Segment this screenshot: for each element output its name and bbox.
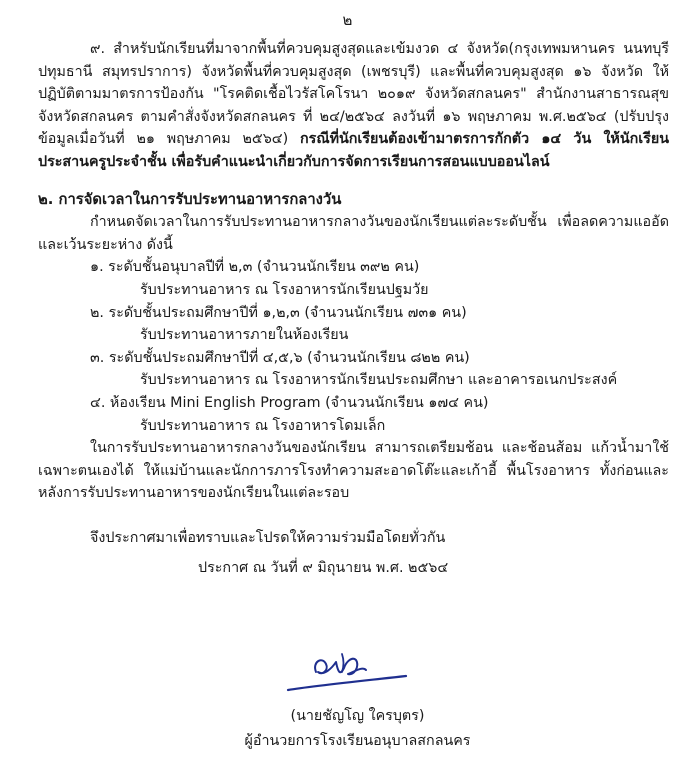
list-item-detail-1: รับประทานอาหาร ณ โรงอาหารนักเรียนปฐมวัย xyxy=(140,281,429,298)
section-9-paragraph xyxy=(38,38,669,174)
closing-statement: จึงประกาศมาเพื่อทราบและโปรดให้ความร่วมมือโดยทั่วกัน xyxy=(90,529,446,546)
section-2-heading: ๒. การจัดเวลาในการรับประทานอาหารกลางวัน xyxy=(38,190,342,208)
list-item-detail-4: รับประทานอาหาร ณ โรงอาหารโดมเล็ก xyxy=(140,417,386,434)
signer-position: ผู้อำนวยการโรงเรียนอนุบาลสกลนคร xyxy=(244,733,471,749)
list-item-detail-3: รับประทานอาหาร ณ โรงอาหารนักเรียนประถมศึกษา และอาคารอเนกประสงค์ xyxy=(140,372,618,389)
list-item-label-3: ๓. ระดับชั้นประถมศึกษาปีที่ ๔,๕,๖ (จำนวนนักเรียน ๘๒๒ คน) xyxy=(90,349,470,366)
lunch-closing-note: ในการรับประทานอาหารกลางวันของนักเรียน สามารถเตรียมช้อน และช้อนส้อม แก้วน้ำมาใช้เฉพาะตนเองได้ ให้แม่บ้านและนักการภารโรงทำความสะอาดโต๊ะและเก้าอี้ พื้นโรงอาหาร ทั้งก่อนและหลังการรับประทานอาหารของนักเรียนในแต่ละรอบ xyxy=(38,440,669,502)
list-item-label-4: ๔. ห้องเรียน Mini English Program (จำนวนนักเรียน ๑๗๔ คน) xyxy=(90,394,489,411)
section-9-text: ๙. สำหรับนักเรียนที่มาจากพื้นที่ควบคุมสูงสุดและเข้มงวด ๔ จังหวัด(กรุงเทพมหานคร นนทบุรี ปทุมธานี สมุทรปราการ) จังหวัดพื้นที่ควบคุมสูงสุด (เพชรบุรี) และพื้นที่ควบคุมสูงสุด ๑๖ จังหวัด ให้ปฏิบัติตามมาตรการป้องกัน "โรคติดเชื้อไวรัสโคโรนา ๒๐๑๙ จังหวัดสกลนคร" สำนักงานสาธารณสุขจังหวัดสกลนคร ตามคำสั่งจังหวัดสกลนคร ที่ ๒๔/๒๕๖๔ ลงวันที่ ๑๖ พฤษภาคม พ.ศ.๒๕๖๔ (ปรับปรุงข้อมูลเมื่อวันที่ ๒๑ พฤษภาคม ๒๕๖๔) xyxy=(38,41,669,148)
signer-name: (นายชัญโญ ใครบุตร) xyxy=(290,708,425,724)
section-2-intro: กำหนดจัดเวลาในการรับประทานอาหารกลางวันของนักเรียนแต่ละระดับชั้น เพื่อลดความแออัดและเว้นระยะห่าง ดังนี้ xyxy=(38,214,669,253)
list-item-detail-2: รับประทานอาหารภายในห้องเรียน xyxy=(140,327,349,344)
list-item-label-2: ๒. ระดับชั้นประถมศึกษาปีที่ ๑,๒,๓ (จำนวนนักเรียน ๗๓๑ คน) xyxy=(90,304,467,321)
page-number: ๒ xyxy=(342,11,353,29)
signature-image xyxy=(282,646,412,698)
document-body xyxy=(38,38,669,580)
list-item-label-1: ๑. ระดับชั้นอนุบาลปีที่ ๒,๓ (จำนวนนักเรียน ๓๙๒ คน) xyxy=(90,259,420,276)
announcement-date: ประกาศ ณ วันที่ ๙ มิถุนายน พ.ศ. ๒๕๖๔ xyxy=(198,560,449,577)
section-9-bold-text: กรณีที่นักเรียนต้องเข้ามาตรการกักตัว ๑๔ วัน ให้นักเรียนประสานครูประจำชั้น เพื่อรับคำแนะนำเกี่ยวกับการจัดการเรียนการสอนแบบออนไลน์ xyxy=(38,131,670,170)
